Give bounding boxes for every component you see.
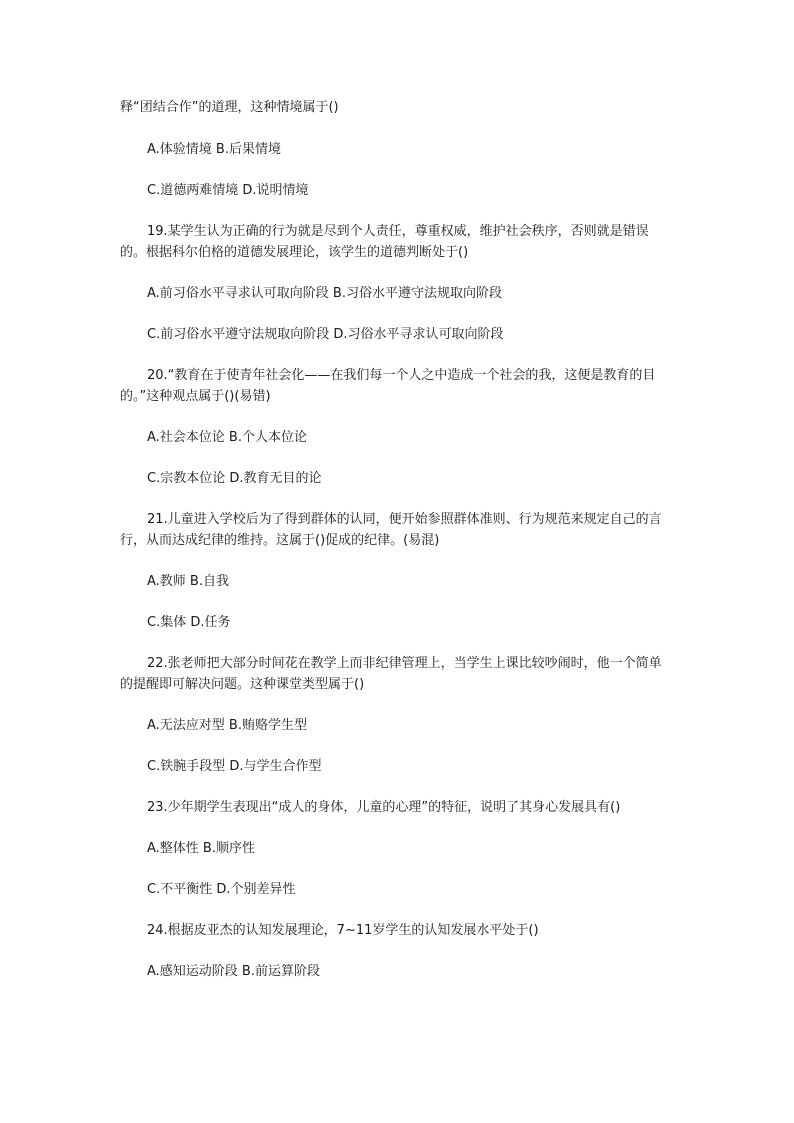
answer-options: C.集体 D.任务 [147, 615, 231, 630]
answer-options: A.教师 B.自我 [147, 574, 229, 589]
answer-options: C.前习俗水平遵守法规取向阶段 D.习俗水平寻求认可取向阶段 [147, 327, 504, 342]
answer-options: A.体验情境 B.后果情境 [147, 142, 281, 157]
question-20: 20.“教育在于使青年社会化——在我们每一个人之中造成一个社会的我，这便是教育的目的。”这种观点属于()(易错) [120, 368, 656, 404]
question-21: 21.儿童进入学校后为了得到群体的认同，便开始参照群体准则、行为规范来规定自己的言行，从而达成纪律的维持。这属于()促成的纪律。(易混) [120, 512, 662, 548]
answer-options: A.整体性 B.顺序性 [147, 841, 255, 856]
question-23: 23.少年期学生表现出“成人的身体，儿童的心理”的特征，说明了其身心发展具有() [147, 800, 621, 815]
answer-options: C.铁腕手段型 D.与学生合作型 [147, 759, 322, 774]
answer-options: A.无法应对型 B.贿赂学生型 [147, 718, 307, 733]
question-24: 24.根据皮亚杰的认知发展理论，7~11岁学生的认知发展水平处于() [147, 923, 539, 938]
question-22: 22.张老师把大部分时间花在教学上而非纪律管理上，当学生上课比较吵闹时，他一个简单的提醒即可解决问题。这种课堂类型属于() [120, 656, 662, 692]
question-continuation: 释“团结合作”的道理，这种情境属于() [120, 100, 339, 115]
answer-options: A.感知运动阶段 B.前运算阶段 [147, 964, 320, 979]
document-body [120, 97, 672, 982]
answer-options: C.宗教本位论 D.教育无目的论 [147, 471, 322, 486]
answer-options: C.不平衡性 D.个别差异性 [147, 882, 296, 897]
answer-options: A.前习俗水平寻求认可取向阶段 B.习俗水平遵守法规取向阶段 [147, 286, 502, 301]
question-19: 19.某学生认为正确的行为就是尽到个人责任，尊重权威，维护社会秩序，否则就是错误的。根据科尔伯格的道德发展理论，该学生的道德判断处于() [120, 224, 649, 260]
answer-options: A.社会本位论 B.个人本位论 [147, 430, 307, 445]
answer-options: C.道德两难情境 D.说明情境 [147, 183, 309, 198]
